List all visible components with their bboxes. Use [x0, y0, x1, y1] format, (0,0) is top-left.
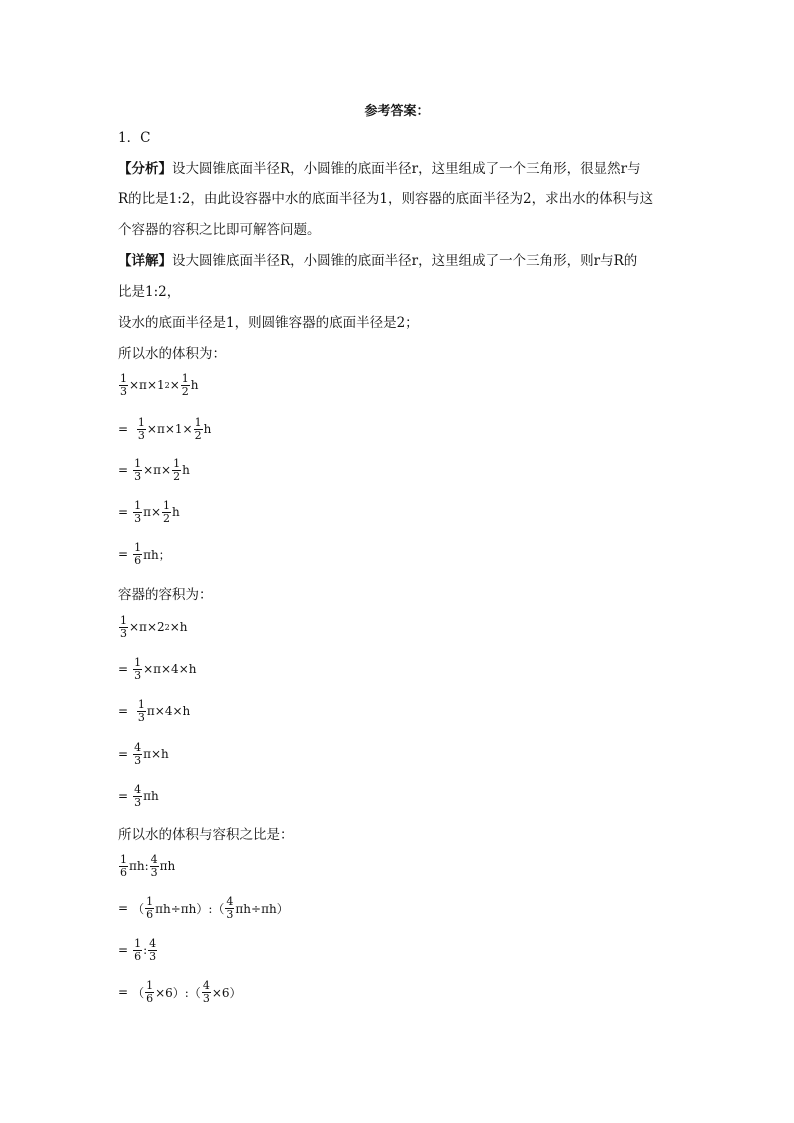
container-step-5: = $\frac{4}{3}$ πh: [118, 782, 159, 809]
fraction: $\frac{1}{2}$: [173, 456, 181, 483]
fraction: $\frac{1}{6}$: [134, 540, 142, 567]
fraction: $\frac{1}{3}$: [134, 498, 142, 525]
fraction: $\frac{1}{2}$: [181, 371, 189, 398]
fraction: $\frac{1}{3}$: [134, 456, 142, 483]
fraction: $\frac{1}{6}$: [120, 852, 127, 879]
detail-tag: 【详解】: [118, 253, 172, 269]
detail-line-5: 容器的容积为：: [118, 587, 213, 603]
water-step-5: = $\frac{1}{6}$ πh；: [118, 540, 171, 567]
fraction: $\frac{4}{3}$: [150, 852, 158, 879]
fraction: $\frac{1}{3}$: [120, 613, 127, 640]
analysis-text-1: 设大圆锥底面半径R，小圆锥的底面半径r，这里组成了一个三角形，很显然r与: [172, 161, 641, 177]
analysis-line-2: R的比是1:2，由此设容器中水的底面半径为1，则容器的底面半径为2，求出水的体积与这: [118, 191, 654, 207]
ratio-step-3: = $\frac{1}{6}$ : $\frac{4}{3}$: [118, 936, 157, 963]
container-step-3: = $\frac{1}{3}$ π×4×h: [118, 697, 191, 724]
water-step-4: = $\frac{1}{3}$ π× $\frac{1}{2}$ h: [118, 498, 180, 525]
detail-line-6: 所以水的体积与容积之比是：: [118, 827, 294, 843]
fraction: $\frac{1}{6}$: [146, 894, 154, 921]
fraction: $\frac{1}{3}$: [137, 415, 145, 442]
fraction: $\frac{1}{2}$: [163, 498, 171, 525]
fraction: $\frac{4}{3}$: [149, 936, 157, 963]
container-step-4: = $\frac{4}{3}$ π×h: [118, 740, 169, 767]
fraction: $\frac{1}{3}$: [120, 371, 127, 398]
detail-line-2: 比是1:2，: [118, 284, 181, 300]
detail-line-1: [118, 249, 637, 269]
detail-line-3: 设水的底面半径是1，则圆锥容器的底面半径是2；: [118, 315, 419, 331]
fraction: $\frac{1}{6}$: [146, 978, 154, 1005]
fraction: $\frac{1}{3}$: [137, 697, 145, 724]
water-step-1: $\frac{1}{3}$ ×π×1 2 × $\frac{1}{2}$ h: [120, 371, 199, 398]
analysis-line-3: 个容器的容积之比即可解答问题。: [118, 222, 321, 238]
analysis-tag: 【分析】: [118, 161, 172, 177]
ratio-step-1: $\frac{1}{6}$ πh: $\frac{4}{3}$ πh: [120, 852, 176, 879]
detail-line-4: 所以水的体积为：: [118, 346, 226, 362]
fraction: $\frac{1}{3}$: [134, 655, 142, 682]
container-step-2: = $\frac{1}{3}$ ×π×4×h: [118, 655, 197, 682]
ratio-step-4: = （ $\frac{1}{6}$ ×6）:（ $\frac{4}{3}$ ×6）: [118, 978, 242, 1005]
ratio-step-2: = （ $\frac{1}{6}$ πh÷πh）:（ $\frac{4}{3}$ πh÷πh）: [118, 894, 289, 921]
fraction: $\frac{1}{6}$: [134, 936, 142, 963]
detail-text-1: 设大圆锥底面半径R，小圆锥的底面半径r，这里组成了一个三角形，则r与R的: [172, 253, 638, 269]
fraction: $\frac{4}{3}$: [134, 782, 142, 809]
fraction: $\frac{4}{3}$: [202, 978, 210, 1005]
analysis-line-1: [118, 157, 641, 177]
page-title: 参考答案：: [364, 104, 430, 119]
fraction: $\frac{4}{3}$: [134, 740, 142, 767]
fraction: $\frac{1}{2}$: [194, 415, 202, 442]
water-step-2: = $\frac{1}{3}$ ×π×1× $\frac{1}{2}$ h: [118, 415, 212, 442]
container-step-1: $\frac{1}{3}$ ×π×2 2 ×h: [120, 613, 188, 640]
question-number: 1．C: [118, 130, 151, 146]
water-step-3: = $\frac{1}{3}$ ×π× $\frac{1}{2}$ h: [118, 456, 190, 483]
fraction: $\frac{4}{3}$: [226, 894, 234, 921]
